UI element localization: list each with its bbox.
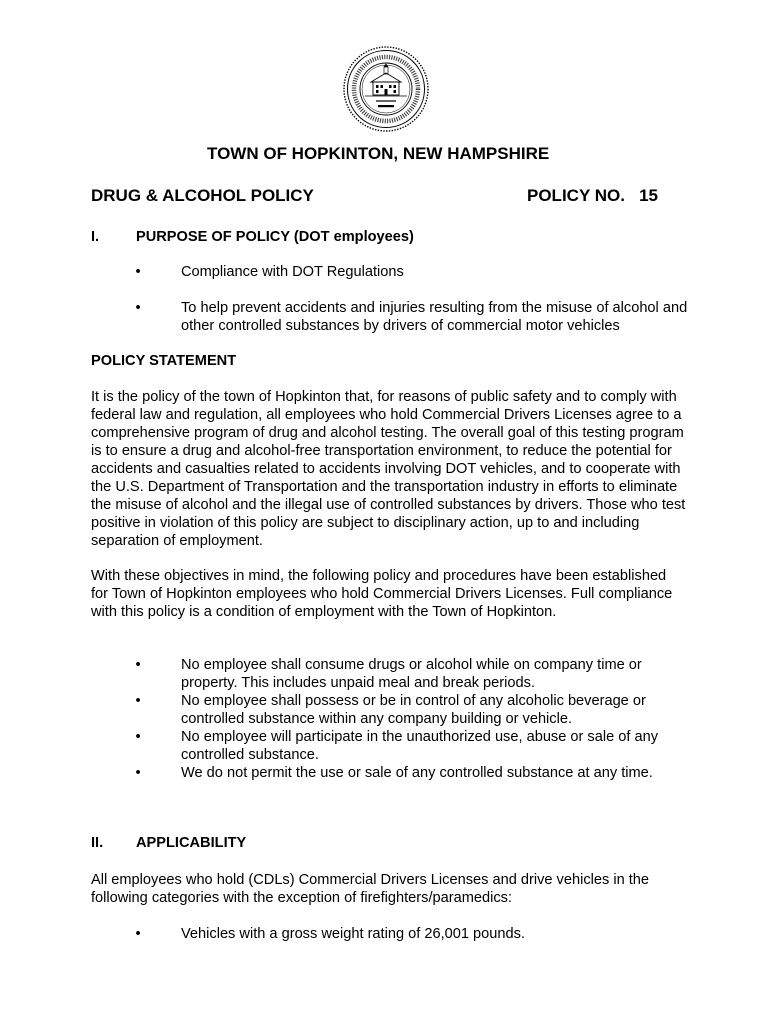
bullet-marker: • [135,300,141,316]
policy-paragraph-2: With these objectives in mind, the following policy and procedures have been established for Town of Hopkinton employees who hold Commercial Drivers Licenses. Full compliance with this policy is a condition of employment with the Town of Hopkinton. [91,568,673,620]
bullet-marker: • [135,264,141,280]
section-2-heading: APPLICABILITY [136,835,247,851]
policy-paragraph-1: It is the policy of the town of Hopkinton that, for reasons of public safety and to comply with federal law and regulation, all employees who hold Commercial Drivers Licenses agree to a comprehensive program of drug and alcohol testing. The overall goal of this testing program is to ensure a drug and alcohol-free transportation environment, to reduce the potential for accidents and casualties related to accidents involving DOT vehicles, and to cooperate with the U.S. Department of Transportation and the transportation industry in efforts to eliminate the misuse of alcohol and the illegal use of controlled substances by drivers. Those who test positive in violation of this policy are subject to disciplinary action, up to and including separation of employment. [91,389,686,549]
purpose-item: To help prevent accidents and injuries resulting from the misuse of alcohol and other controlled substances by drivers of commercial motor vehicles [181,300,688,334]
policy-statement-heading: POLICY STATEMENT [91,353,237,369]
policy-rule-item: No employee shall consume drugs or alcohol while on company time or property. This includes unpaid meal and break periods. [181,657,642,691]
purpose-item: Compliance with DOT Regulations [181,264,404,280]
section-1-numeral: I. [91,229,100,245]
policy-rule-item: No employee will participate in the unauthorized use, abuse or sale of any controlled substance. [181,729,659,763]
policy-rule-item: No employee shall possess or be in control of any alcoholic beverage or controlled substance within any company building or vehicle. [181,693,646,727]
bullet-marker: • [135,765,141,781]
bullet-marker: • [135,693,141,709]
town-seal [343,46,429,132]
town-title: TOWN OF HOPKINTON, NEW HAMPSHIRE [207,144,550,163]
applicability-item: Vehicles with a gross weight rating of 26,001 pounds. [181,926,525,942]
section-2-numeral: II. [91,835,104,851]
bullet-marker: • [135,729,141,745]
applicability-paragraph: All employees who hold (CDLs) Commercial Drivers Licenses and drive vehicles in the following categories with the exception of firefighters/paramedics: [91,872,650,906]
bullet-marker: • [135,926,141,942]
policy-title: DRUG & ALCOHOL POLICY [91,186,314,205]
policy-rule-item: We do not permit the use or sale of any controlled substance at any time. [181,765,653,781]
section-1-heading: PURPOSE OF POLICY (DOT employees) [136,229,414,245]
bullet-marker: • [135,657,141,673]
policy-number: POLICY NO. 15 [527,186,659,205]
